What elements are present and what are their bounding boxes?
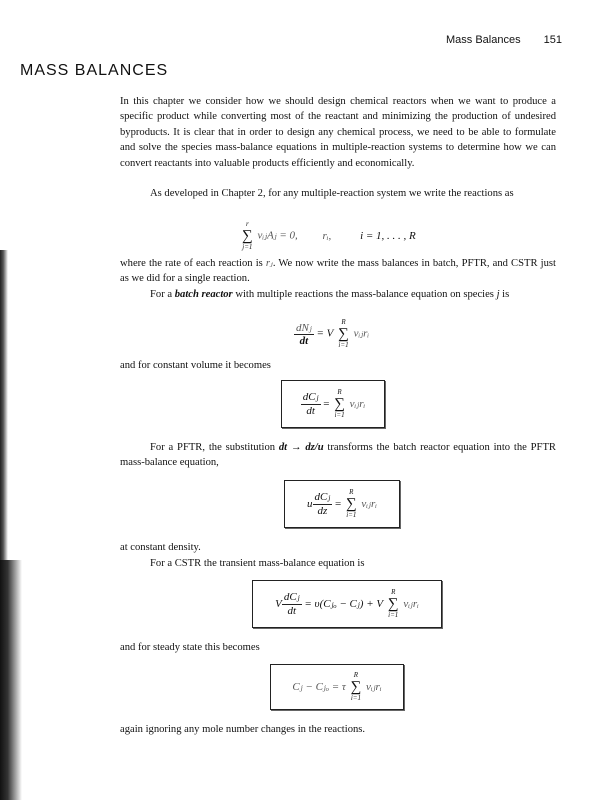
reaction-equation: r ∑ j=1 νᵢⱼAⱼ = 0, rᵢ, i = 1, . . . , R xyxy=(242,220,416,251)
constant-density-paragraph: at constant density. xyxy=(120,542,201,553)
batch-reactor-term: batch reactor xyxy=(174,289,233,300)
pftr-equation-box: u $\frac{\text{dCⱼ}}{dz}$ = R ∑ i=1 νᵢⱼrᵢ xyxy=(284,480,400,528)
rate-paragraph: where the rate of each reaction is rⱼ. We now write the mass balances in batch, PFTR, and CSTR just as we did for a single reaction. xyxy=(120,258,556,285)
summation: r ∑ j=1 xyxy=(242,220,253,251)
batch-equation: $\frac{\text{dNⱼ}}{dt}$ = V R ∑ i=1 νᵢⱼrᵢ xyxy=(296,318,370,349)
chapter-title: MASS BALANCES xyxy=(20,62,169,79)
reactions-paragraph: As developed in Chapter 2, for any multiple-reaction system we write the reactions as xyxy=(150,188,514,199)
closing-paragraph: again ignoring any mole number changes in the reactions. xyxy=(120,724,366,735)
pftr-paragraph: For a PFTR, the substitution dt → dz/u transforms the batch reactor equation into the PFTR mass-balance equation, xyxy=(120,442,556,469)
running-header-section: Mass Balances xyxy=(445,34,521,46)
batch-paragraph: For a batch reactor with multiple reactions the mass-balance equation on species j is xyxy=(150,289,510,300)
cstr-steady-equation-box: Cⱼ − Cⱼₒ = τ R ∑ i=1 νᵢⱼrᵢ xyxy=(270,664,404,710)
cstr-paragraph: For a CSTR the transient mass-balance equation is xyxy=(150,558,365,569)
steady-state-paragraph: and for steady state this becomes xyxy=(120,642,260,653)
intro-paragraph: In this chapter we consider how we should design chemical reactors when we want to produce a specific product while converting most of the reactant and minimizing the production of undesired byproducts. It is clear that in order to design any chemical process, we need to be able to formulate and solve the species mass-balance equations in multiple-reaction systems to determine how we can convert reactants into valuable products efficiently and economically. xyxy=(120,96,556,169)
page-binding-shadow-lower xyxy=(0,560,22,800)
constant-volume-paragraph: and for constant volume it becomes xyxy=(120,360,271,371)
constant-volume-equation-box: $\frac{\text{dCⱼ}}{dt}$ = R ∑ i=1 νᵢⱼrᵢ xyxy=(281,380,385,428)
cstr-transient-equation-box: V $\frac{\text{dCⱼ}}{dt}$ = υ(Cⱼₒ − Cⱼ) + V R ∑ i=1 νᵢⱼrᵢ xyxy=(252,580,442,628)
running-header xyxy=(0,34,562,46)
page-number: 151 xyxy=(543,34,562,46)
